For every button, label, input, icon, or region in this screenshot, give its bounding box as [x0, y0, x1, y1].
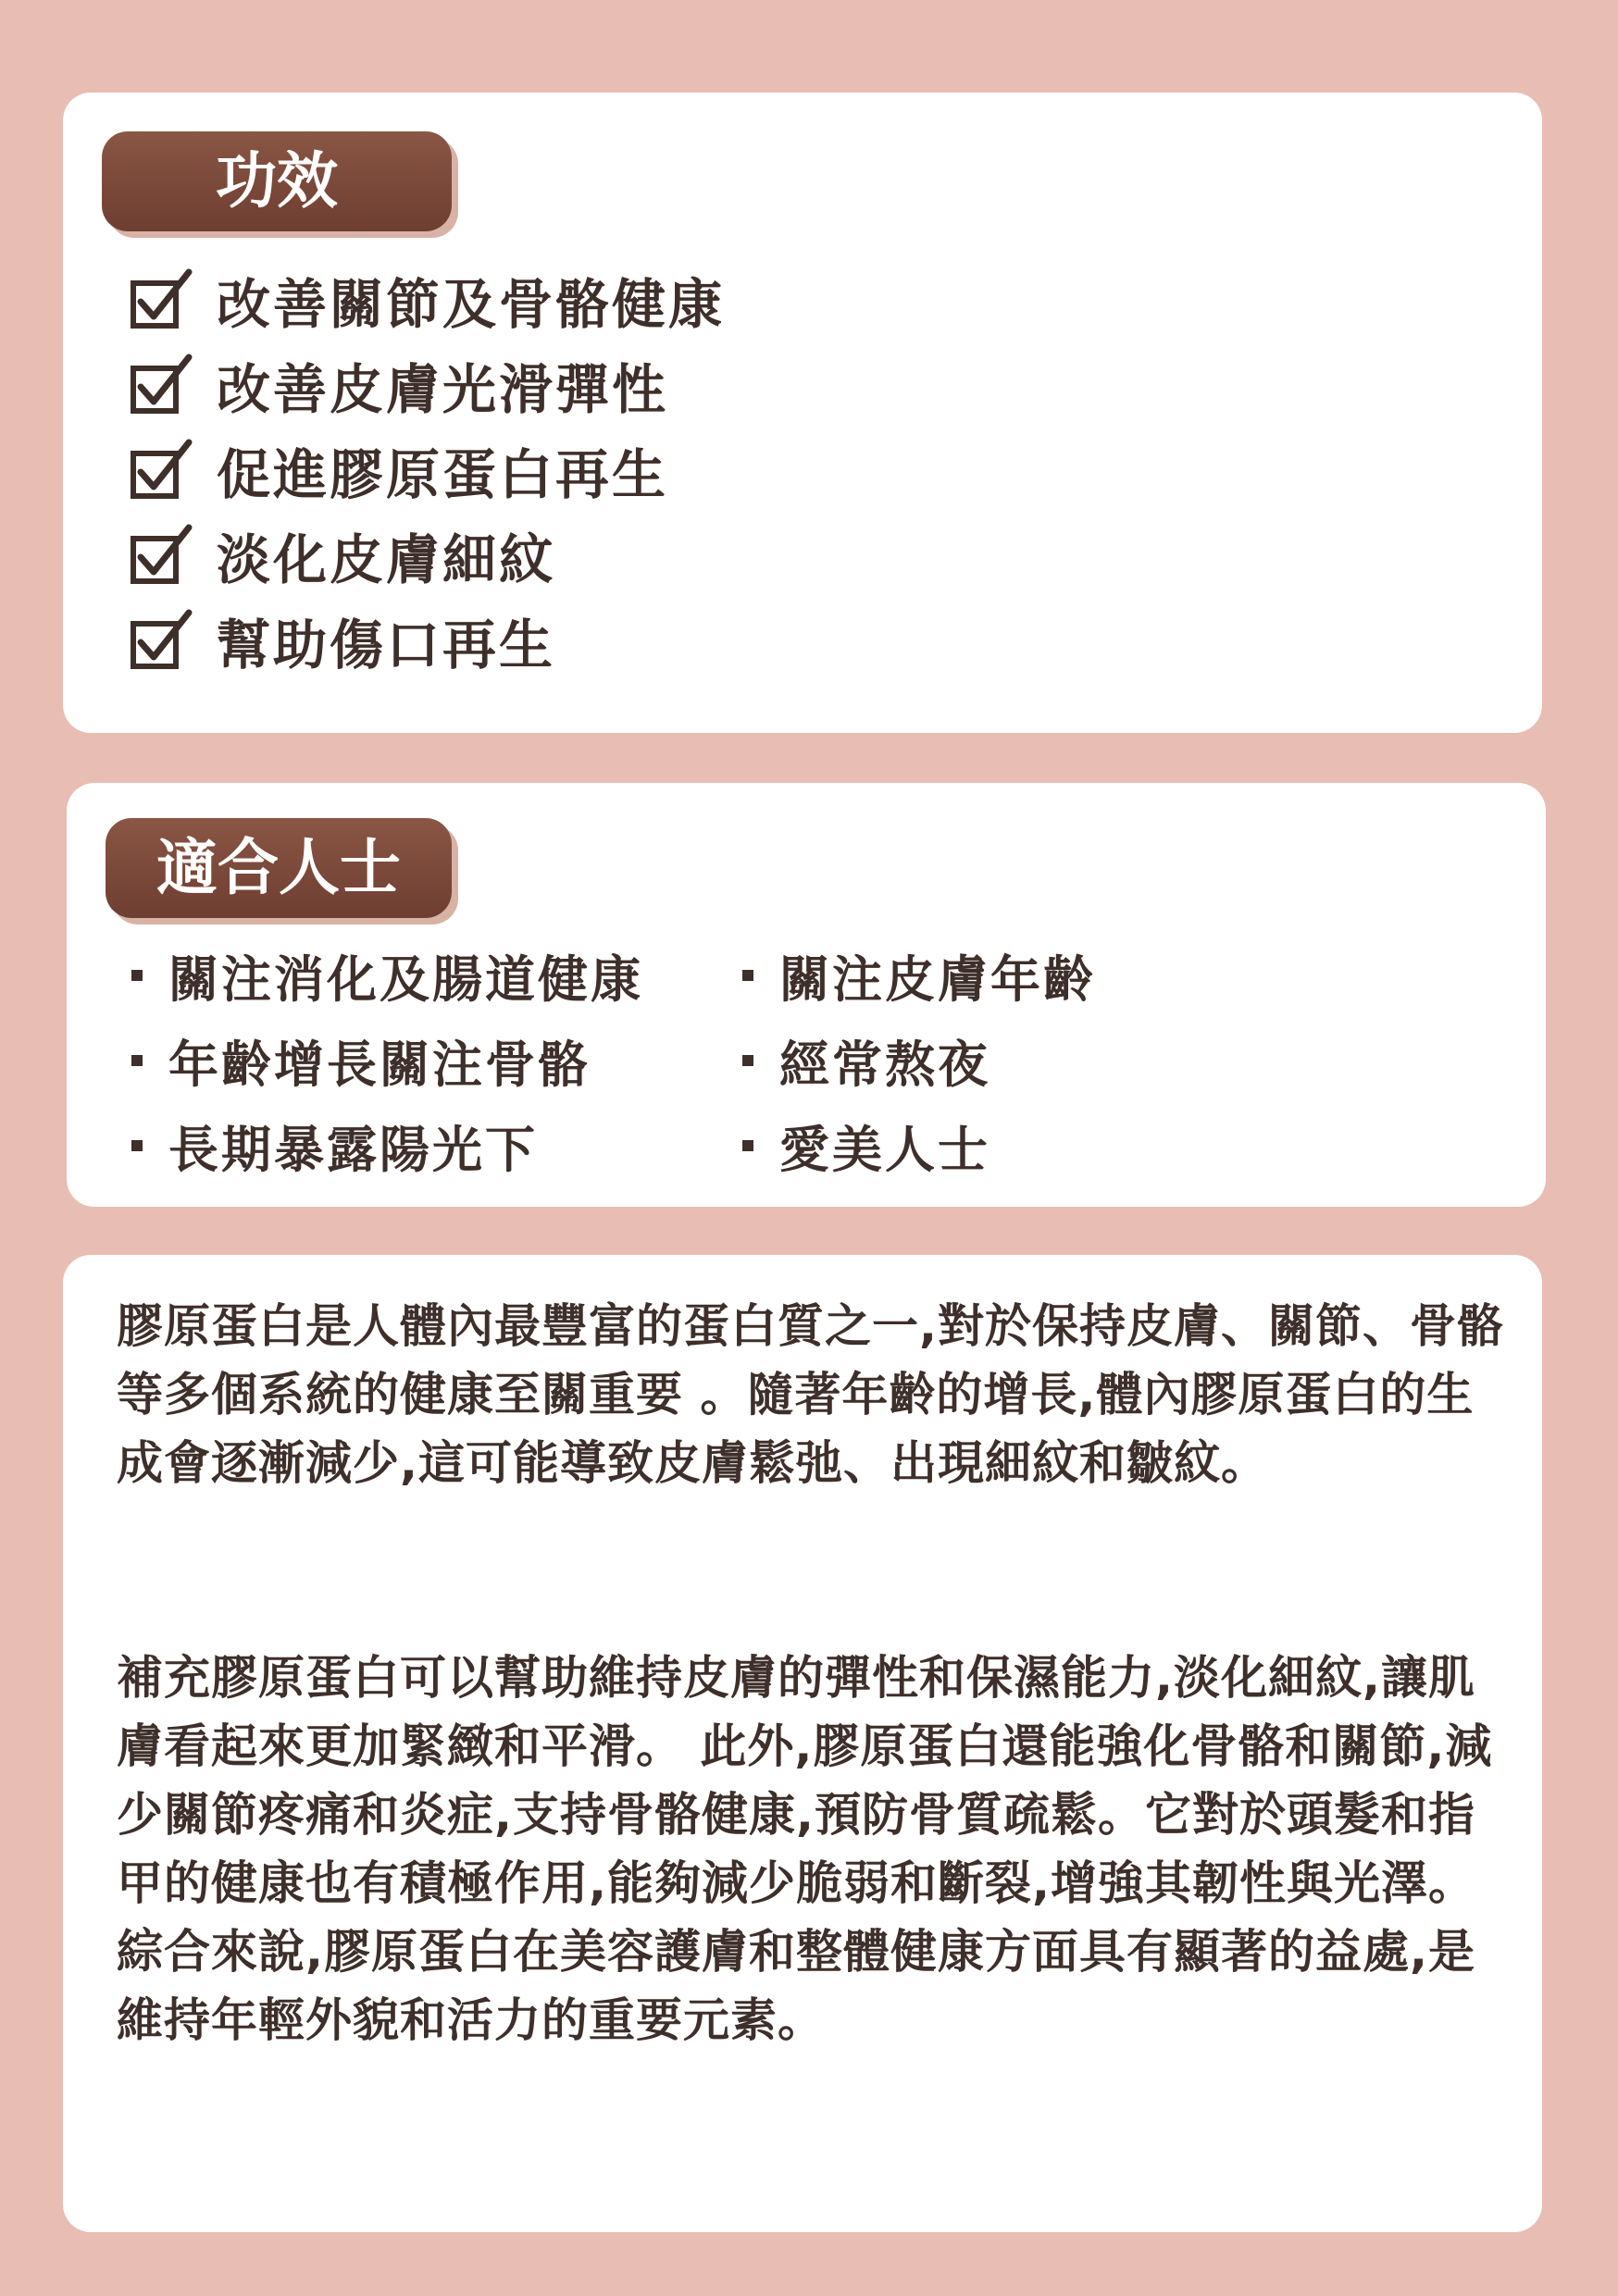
suitable-item	[131, 933, 742, 1018]
benefit-text: 改善關節及骨骼健康	[217, 273, 726, 336]
benefit-item	[128, 598, 725, 683]
checkbox-checked-icon	[128, 267, 194, 333]
suitable-title: 適合人士	[106, 818, 452, 918]
suitable-text: 關注皮膚年齡	[779, 949, 1096, 1009]
suitable-item	[742, 1018, 1261, 1103]
benefit-item	[128, 428, 725, 513]
benefit-item	[128, 513, 725, 598]
suitable-text: 長期暴露陽光下	[168, 1120, 538, 1179]
bullet-icon	[742, 970, 753, 981]
suitable-item	[742, 933, 1261, 1018]
bullet-icon	[742, 1140, 753, 1151]
suitable-card	[67, 783, 1546, 1207]
benefits-card	[63, 93, 1542, 733]
suitable-list	[131, 933, 1261, 1188]
benefits-list	[128, 257, 725, 683]
benefit-text: 幫助傷口再生	[217, 614, 556, 676]
benefit-text: 改善皮膚光滑彈性	[217, 358, 669, 421]
suitable-text: 年齡增長關注骨骼	[168, 1035, 591, 1094]
description-card	[63, 1255, 1542, 2232]
benefits-title: 功效	[102, 131, 452, 231]
description-paragraph-2: 補充膠原蛋白可以幫助維持皮膚的彈性和保濕能力,淡化細紋,讓肌膚看起來更加緊緻和平滑。 此外,膠原蛋白還能強化骨骼和關節,減少關節疼痛和炎症,支持骨骼健康,預防骨質疏鬆。它對於頭髮和指甲的健康也有積極作用,能夠減少脆弱和斷裂,增強其韌性與光澤。綜合來說,膠原蛋白在美容護膚和整體健康方面具有顯著的益處,是維持年輕外貌和活力的重要元素。	[117, 1651, 1493, 2047]
benefit-item	[128, 257, 725, 342]
bullet-icon	[131, 970, 143, 981]
checkbox-checked-icon	[128, 437, 194, 503]
suitable-text: 經常熬夜	[779, 1035, 990, 1094]
bullet-icon	[131, 1055, 143, 1066]
benefit-text: 淡化皮膚細紋	[217, 528, 556, 591]
bullet-icon	[742, 1055, 753, 1066]
suitable-item	[131, 1103, 742, 1188]
benefit-text: 促進膠原蛋白再生	[217, 443, 669, 506]
suitable-text: 關注消化及腸道健康	[168, 949, 643, 1009]
checkbox-checked-icon	[128, 522, 194, 589]
suitable-item	[742, 1103, 1261, 1188]
suitable-item	[131, 1018, 742, 1103]
checkbox-checked-icon	[128, 352, 194, 418]
suitable-text: 愛美人士	[779, 1120, 990, 1179]
description-paragraph-1: 膠原蛋白是人體內最豐富的蛋白質之一,對於保持皮膚、關節、骨骼等多個系統的健康至關重要 。隨著年齡的增長,體內膠原蛋白的生成會逐漸減少,這可能導致皮膚鬆弛、出現細紋和皺紋。	[117, 1299, 1504, 1490]
benefit-item	[128, 342, 725, 428]
bullet-icon	[131, 1140, 143, 1151]
checkbox-checked-icon	[128, 607, 194, 674]
